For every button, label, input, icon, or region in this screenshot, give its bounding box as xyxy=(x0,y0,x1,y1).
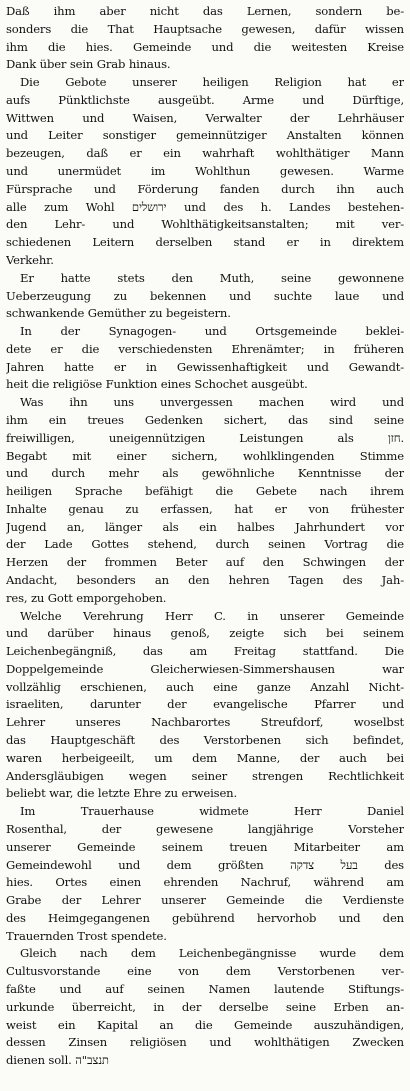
text-line: das Hauptgeschäft des Verstorbenen sich befindet, xyxy=(6,733,404,748)
text-line: sonders die That Hauptsache gewesen, dafür wissen xyxy=(6,21,404,36)
text-line: Welche Verehrung Herr C. in unserer Gemeinde xyxy=(20,608,404,623)
text-line: Er hatte stets den Muth, seine gewonnene xyxy=(20,270,404,285)
text-line: Grabe der Lehrer unserer Gemeinde die Verdienste xyxy=(6,893,404,908)
text-line: In der Synagogen- und Ortsgemeinde beklei- xyxy=(20,324,404,339)
text-line: dete er die verschiedensten Ehrenämter; in früheren xyxy=(6,341,404,356)
text-line: Im Trauerhause widmete Herr Daniel xyxy=(20,804,404,819)
text-line: waren herbeigeeilt, um dem Manne, der auch bei xyxy=(6,750,404,765)
text-line: hies. Ortes einen ehrenden Nachruf, während am xyxy=(6,875,404,890)
text-line: Doppelgemeinde Gleicherwiesen-Simmershausen war xyxy=(6,661,404,676)
paragraph-2 xyxy=(6,74,404,270)
text-line: dienen soll. תנצב"ה xyxy=(6,1053,109,1068)
text-line: heiligen Sprache befähigt die Gebete nach ihrem xyxy=(6,484,404,499)
text-line: Verkehr. xyxy=(6,252,54,267)
text-line: vollzählig erschienen, auch eine ganze Anzahl Nicht- xyxy=(6,679,404,694)
text-line: schiedenen Leitern derselben stand er in direktem xyxy=(6,235,404,250)
text-line: Gleich nach dem Leichenbegängnisse wurde dem xyxy=(20,946,404,961)
text-line: und unermüdet im Wohlthun gewesen. Warme xyxy=(6,164,404,179)
text-line: Daß ihm aber nicht das Lernen, sondern be- xyxy=(6,4,404,18)
text-line: aufs Pünktlichste ausgeübt. Arme und Dürftige, xyxy=(6,92,404,107)
text-line: dessen Zinsen religiösen und wohlthätigen Zwecken xyxy=(6,1035,404,1050)
text-line: weist ein Kapital an die Gemeinde auszuhändigen, xyxy=(6,1017,404,1032)
paragraph-5 xyxy=(6,394,404,607)
text-line: Andersgläubigen wegen seiner strengen Rechtlichkeit xyxy=(6,768,404,783)
text-line: und darüber hinaus genoß, zeigte sich bei seinem xyxy=(6,626,404,641)
text-line: Ueberzeugung zu bekennen und suchte laue und xyxy=(6,288,404,303)
text-line: israeliten, darunter der evangelische Pfarrer und xyxy=(6,697,404,712)
text-line: beliebt war, die letzte Ehre zu erweisen. xyxy=(6,786,238,801)
text-line: Was ihn uns unvergessen machen wird und xyxy=(20,395,404,410)
text-line: res, zu Gott emporgehoben. xyxy=(6,590,167,605)
text-line: den Lehr- und Wohlthätigkeitsanstalten; mit ver- xyxy=(6,217,404,232)
text-line: der Lade Gottes stehend, durch seinen Vortrag die xyxy=(6,537,404,552)
text-line: Dank über sein Grab hinaus. xyxy=(6,57,171,72)
text-line: Leichenbegängniß, das am Freitag stattfand. Die xyxy=(6,644,404,659)
text-line: alle zum Wohl ירושלים und des h. Landes bestehen- xyxy=(6,199,404,214)
text-line: Die Gebote unserer heiligen Religion hat er xyxy=(20,75,404,90)
text-line: ihm die hies. Gemeinde und die weitesten Kreise xyxy=(6,39,404,54)
text-line: urkunde überreicht, in der derselbe seine Erben an- xyxy=(6,999,404,1014)
text-line: Wittwen und Waisen, Verwalter der Lehrhäuser xyxy=(6,110,404,125)
text-line: Andacht, besonders an den hehren Tagen des Jah- xyxy=(6,573,404,587)
text-line: freiwilligen, uneigennützigen Leistungen als חזן. xyxy=(6,430,404,445)
text-line: Inhalte genau zu erfassen, hat er von frühester xyxy=(6,501,404,516)
text-line: und durch mehr als gewöhnliche Kenntnisse der xyxy=(6,466,404,481)
text-line: schwankende Gemüther zu begeistern. xyxy=(6,306,231,321)
text-line: Herzen der frommen Beter auf den Schwingen der xyxy=(6,555,404,570)
text-line: Rosenthal, der gewesene langjährige Vorsteher xyxy=(6,821,404,836)
text-line: Fürsprache und Förderung fanden durch ihn auch xyxy=(6,181,404,196)
text-line: Begabt mit einer sichern, wohlklingenden Stimme xyxy=(6,448,404,463)
paragraph-1 xyxy=(6,3,404,74)
text-line: Jugend an, länger als ein halbes Jahrhundert vor xyxy=(6,519,404,534)
paragraph-4 xyxy=(6,323,404,394)
text-line: Cultusvorstande eine von dem Verstorbenen ver- xyxy=(6,964,404,979)
text-line: Lehrer unseres Nachbarortes Streufdorf, woselbst xyxy=(6,715,404,730)
text-line: unserer Gemeinde seinem treuen Mitarbeiter am xyxy=(6,839,404,854)
text-line: Trauernden Trost spendete. xyxy=(6,928,167,943)
text-line: des Heimgegangenen gebührend hervorhob und den xyxy=(6,910,404,925)
text-line: faßte und auf seinen Namen lautende Stiftungs- xyxy=(6,981,404,996)
paragraph-7 xyxy=(6,803,404,945)
text-line: Jahren hatte er in Gewissenhaftigkeit und Gewandt- xyxy=(6,359,404,374)
text-line: bezeugen, daß er ein wahrhaft wohlthätiger Mann xyxy=(6,146,404,161)
text-line: und Leiter sonstiger gemeinnütziger Anstalten können xyxy=(6,128,404,143)
paragraph-6 xyxy=(6,608,404,804)
text-line: Gemeindewohl und dem größten בעל צדקה des xyxy=(6,857,404,872)
text-line: ihm ein treues Gedenken sichert, das sind seine xyxy=(6,412,404,427)
paragraph-3 xyxy=(6,270,404,323)
text-line: heit die religiöse Funktion eines Schochet ausgeübt. xyxy=(6,377,308,392)
paragraph-8 xyxy=(6,945,404,1069)
